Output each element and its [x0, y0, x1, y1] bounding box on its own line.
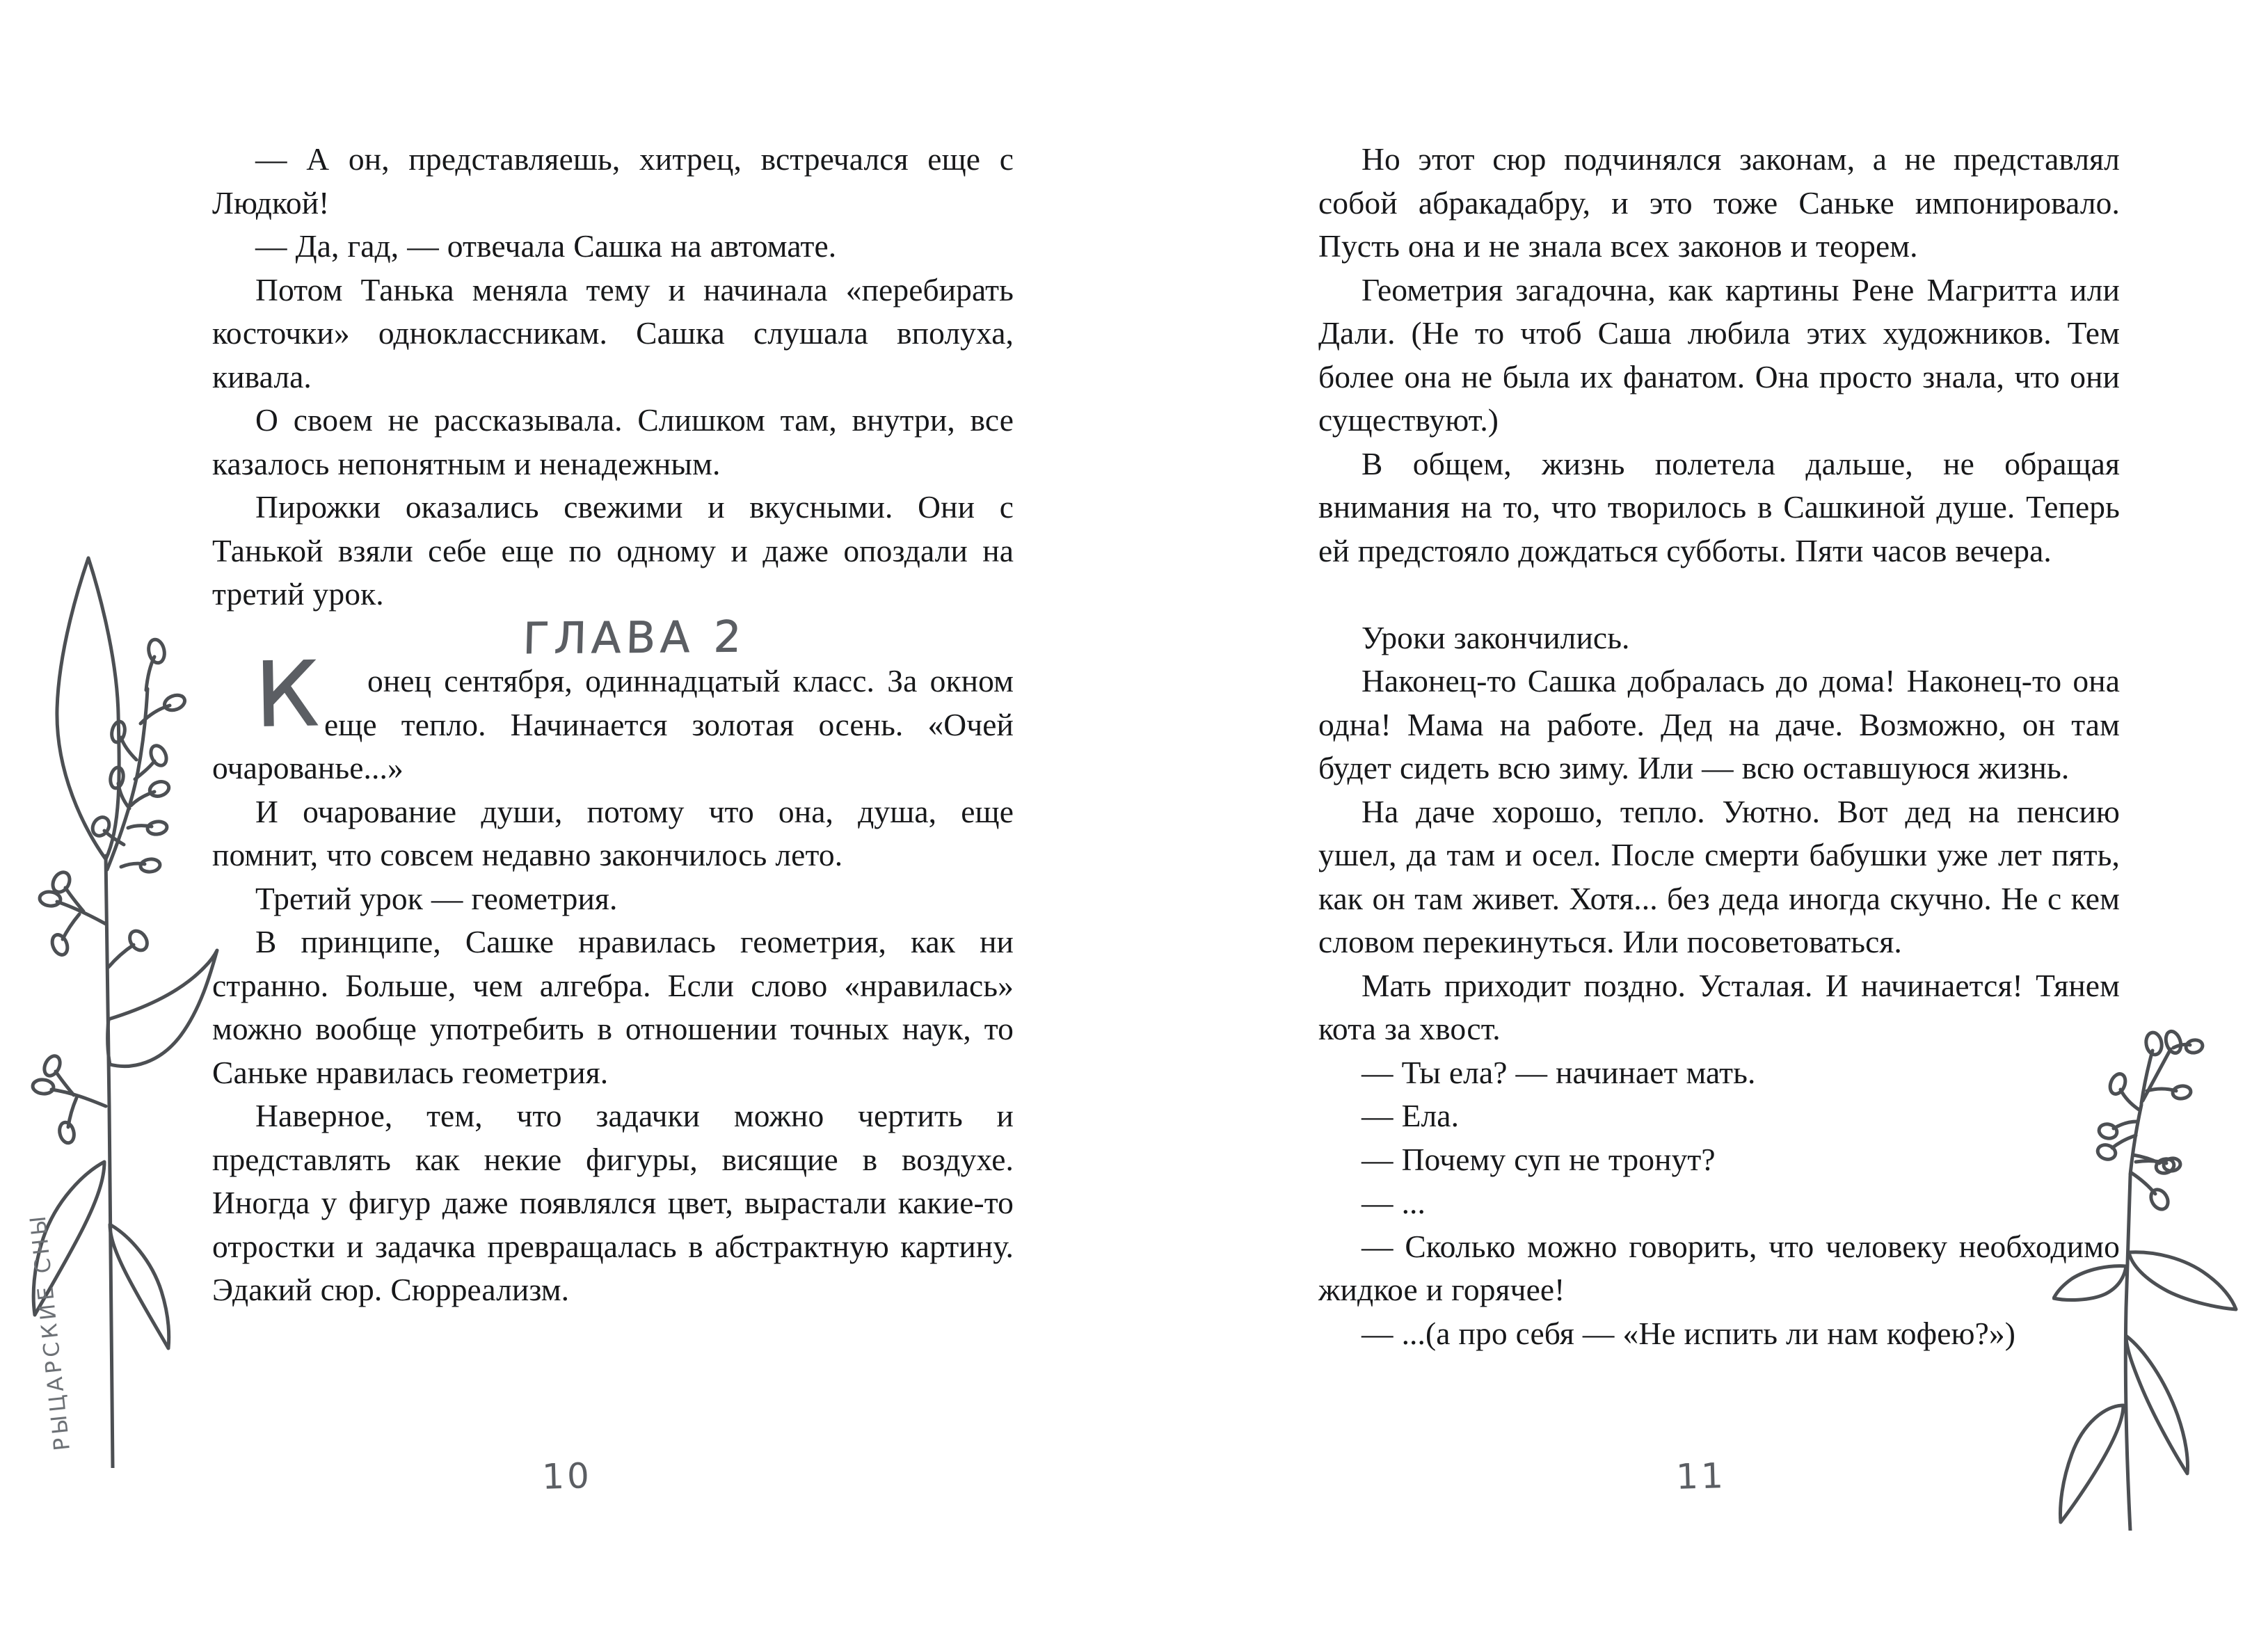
paragraph: В общем, жизнь полетела дальше, не обращая внимания на то, что творилось в Сашкиной душе. Теперь ей предстояло дождаться субботы. Пяти часов вечера.	[1318, 445, 2120, 568]
drop-cap: К	[254, 642, 320, 748]
dialogue-line: — ...(а про себя — «Не испить ли нам кофею?»)	[1361, 1315, 2015, 1351]
page-right	[1134, 0, 2268, 1644]
paragraph: — Да, гад, — отвечала Сашка на автомате.	[255, 228, 837, 264]
text-column-right	[1318, 138, 2120, 1446]
page-number-right: 11	[1675, 1455, 1727, 1497]
chapter-heading: ГЛАВА 2	[522, 610, 747, 664]
chapter-opening-text: онец сентября, одиннадцатый класс. За окном еще тепло. Начинается золотая осень. «Очей очарованье...»	[212, 663, 1014, 785]
page-number-left: 10	[541, 1455, 593, 1497]
paragraph: О своем не рассказывала. Слишком там, внутри, все казалось непонятным и ненадежным.	[212, 402, 1014, 481]
dialogue-line: — Ты ела? — начинает мать.	[1361, 1054, 1756, 1090]
paragraph: И очарование души, потому что она, душа, еще помнит, что совсем недавно закончилось лето.	[212, 793, 1014, 872]
dialogue-line: — Сколько можно говорить, что человеку необходимо жидкое и горячее!	[1318, 1228, 2120, 1307]
paragraph: В принципе, Сашке нравилась геометрия, как ни странно. Больше, чем алгебра. Если слово «нравилась» можно вообще употребить в отношении точных наук, то Саньке нравилась геометрия.	[212, 924, 1014, 1090]
running-title: РЫЦАРСКИЕ СНЫ	[25, 1211, 75, 1452]
paragraph: Геометрия загадочна, как картины Рене Магритта или Дали. (Не то чтоб Саша любила этих художников. Тем более она не была их фанатом. Она просто знала, что они существуют.)	[1318, 271, 2120, 438]
paragraph: Пирожки оказались свежими и вкусными. Они с Танькой взяли себе еще по одному и даже опоздали на третий урок.	[212, 489, 1014, 612]
chapter-opening-paragraph	[212, 642, 1014, 790]
dialogue-line: — Ела.	[1361, 1098, 1460, 1133]
paragraph: Потом Танька меняла тему и начинала «перебирать косточки» одноклассникам. Сашка слушала вполуха, кивала.	[212, 271, 1014, 394]
dialogue-line: — Почему суп не тронут?	[1361, 1141, 1716, 1177]
paragraph: Наконец-то Сашка добралась до дома! Наконец-то она одна! Мама на работе. Дед на даче. Возможно, он там будет сидеть всю зиму. Или — всю оставшуюся жизнь.	[1318, 663, 2120, 785]
paragraph: — А он, представляешь, хитрец, встречался еще с Людкой!	[212, 141, 1014, 221]
paragraph: Уроки закончились.	[1361, 619, 1630, 655]
paragraph: Но этот сюр подчинялся законам, а не представлял собой абракадабру, и это тоже Саньке импонировало. Пусть она и не знала всех законов и теорем.	[1318, 141, 2120, 264]
text-column-left	[212, 138, 1014, 1446]
dialogue-line: — ...	[1361, 1185, 1426, 1220]
paragraph: Мать приходит поздно. Усталая. И начинается! Тянем кота за хвост.	[1318, 967, 2120, 1046]
paragraph: Третий урок — геометрия.	[255, 880, 618, 916]
paragraph: На даче хорошо, тепло. Уютно. Вот дед на пенсию ушел, да там и осел. После смерти бабушки уже лет пять, как он там живет. Хотя... без деда иногда скучно. Не с кем словом перекинуться. Или посоветоваться.	[1318, 793, 2120, 959]
paragraph: Наверное, тем, что задачки можно чертить и представлять как некие фигуры, висящие в воздухе. Иногда у фигур даже появлялся цвет, вырастали какие-то отростки и задачка превращалась в абстрактную картину. Эдакий сюр. Сюрреализм.	[212, 1098, 1014, 1307]
